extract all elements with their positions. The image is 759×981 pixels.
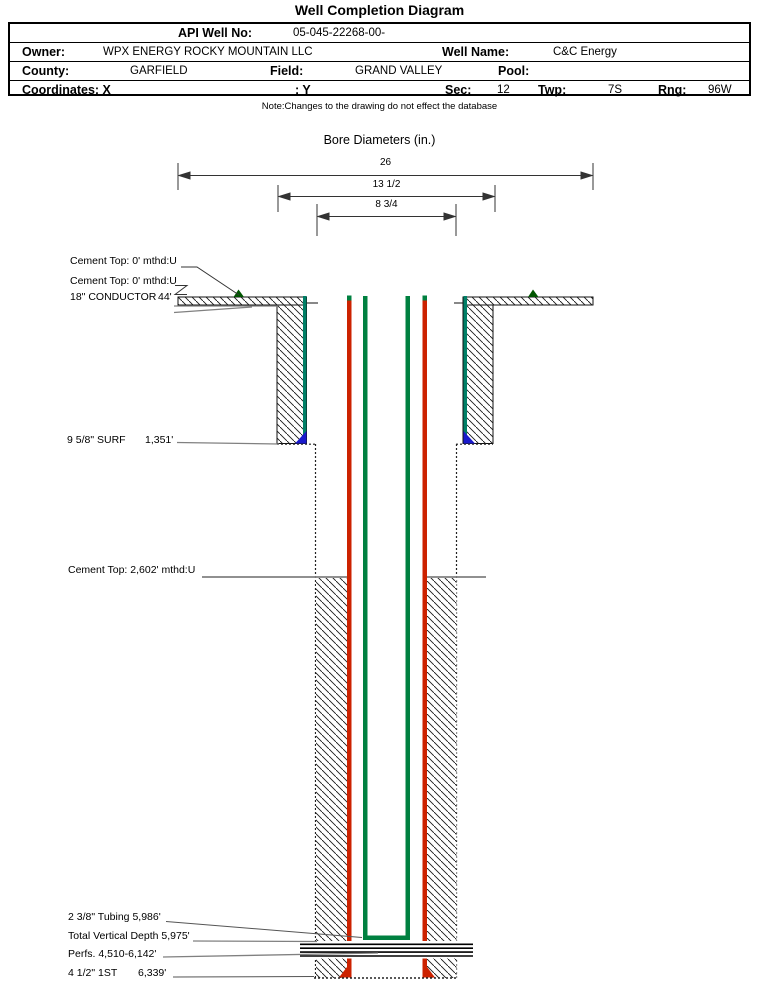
production-cement-column-left — [316, 578, 347, 978]
api-value: 05-045-22268-00- — [293, 27, 386, 39]
field-value: GRAND VALLEY — [355, 65, 443, 77]
production-cement-column-right — [426, 578, 457, 978]
surface-casing-line-left — [303, 296, 307, 444]
anno-production-casing-depth: 6,339' — [138, 967, 167, 979]
tubing-line-right — [406, 296, 411, 940]
anno-surface-casing-depth: 1,351' — [145, 434, 174, 446]
anno-cement-top-2: Cement Top: 0' mthd:U — [70, 275, 177, 287]
bore-diameters-title: Bore Diameters (in.) — [323, 133, 436, 147]
production-casing-line-right — [423, 300, 428, 977]
conductor-flange-right — [463, 297, 593, 305]
twp-value: 7S — [608, 84, 623, 96]
twp-label: Twp: — [538, 83, 567, 97]
dim-label-26: 26 — [379, 157, 392, 168]
surface-cement-column-left — [277, 305, 307, 444]
cement-top-marker-right — [528, 290, 539, 298]
anno-tvd: Total Vertical Depth 5,975' — [68, 930, 190, 942]
dim-label-8-75: 8 3/4 — [375, 199, 398, 210]
leader-surface-casing — [177, 443, 279, 445]
anno-cement-top-1: Cement Top: 0' mthd:U — [70, 255, 177, 267]
county-label: County: — [22, 64, 70, 78]
tubing-bottom — [363, 936, 410, 941]
rng-label: Rng: — [658, 83, 687, 97]
rng-value: 96W — [708, 84, 732, 96]
wellhead-cap-left — [347, 296, 352, 301]
dimension-8-75 — [317, 204, 456, 236]
owner-label: Owner: — [22, 45, 66, 59]
well-name-label: Well Name: — [442, 45, 510, 59]
owner-value: WPX ENERGY ROCKY MOUNTAIN LLC — [103, 46, 313, 58]
anno-production-casing: 4 1/2" 1ST — [68, 967, 118, 979]
dim-label-13-5: 13 1/2 — [372, 179, 401, 190]
page-title: Well Completion Diagram — [294, 2, 465, 18]
surface-casing-line-right — [464, 296, 468, 444]
coordinates-label: Coordinates: X — [22, 83, 111, 97]
anno-conductor: 18" CONDUCTOR — [70, 291, 157, 303]
surface-cement-column-right — [463, 305, 493, 444]
anno-surface-casing: 9 5/8" SURF — [67, 434, 126, 446]
sec-label: Sec: — [445, 83, 472, 97]
coordinates-y-label: ; Y — [295, 83, 311, 97]
api-label: API Well No: — [178, 26, 253, 40]
database-note: Note:Changes to the drawing do not effect the database — [261, 101, 498, 112]
cement-top-marker-left — [234, 290, 245, 298]
production-casing-line-left — [347, 300, 352, 977]
anno-tubing: 2 3/8" Tubing 5,986' — [68, 911, 161, 923]
dimension-13-5 — [278, 185, 495, 212]
tubing-line-left — [363, 296, 368, 940]
pool-label: Pool: — [498, 64, 530, 78]
anno-cement-top-production: Cement Top: 2,602' mthd:U — [68, 564, 196, 576]
borehole-walls — [277, 444, 493, 978]
anno-perfs: Perfs. 4,510-6,142' — [68, 948, 157, 960]
sec-value: 12 — [497, 84, 510, 96]
well-name-value: C&C Energy — [553, 46, 617, 58]
leader-production-casing — [173, 977, 314, 978]
field-label: Field: — [270, 64, 304, 78]
leader-tvd — [193, 941, 317, 942]
leader-conductor-b — [174, 307, 252, 313]
county-value: GARFIELD — [130, 65, 188, 77]
leader-cement-top-1 — [181, 267, 239, 295]
anno-conductor-depth: 44' — [158, 291, 172, 303]
conductor-flange-left — [178, 297, 307, 305]
dimension-26 — [178, 163, 593, 190]
wellhead-cap-right — [423, 296, 428, 301]
